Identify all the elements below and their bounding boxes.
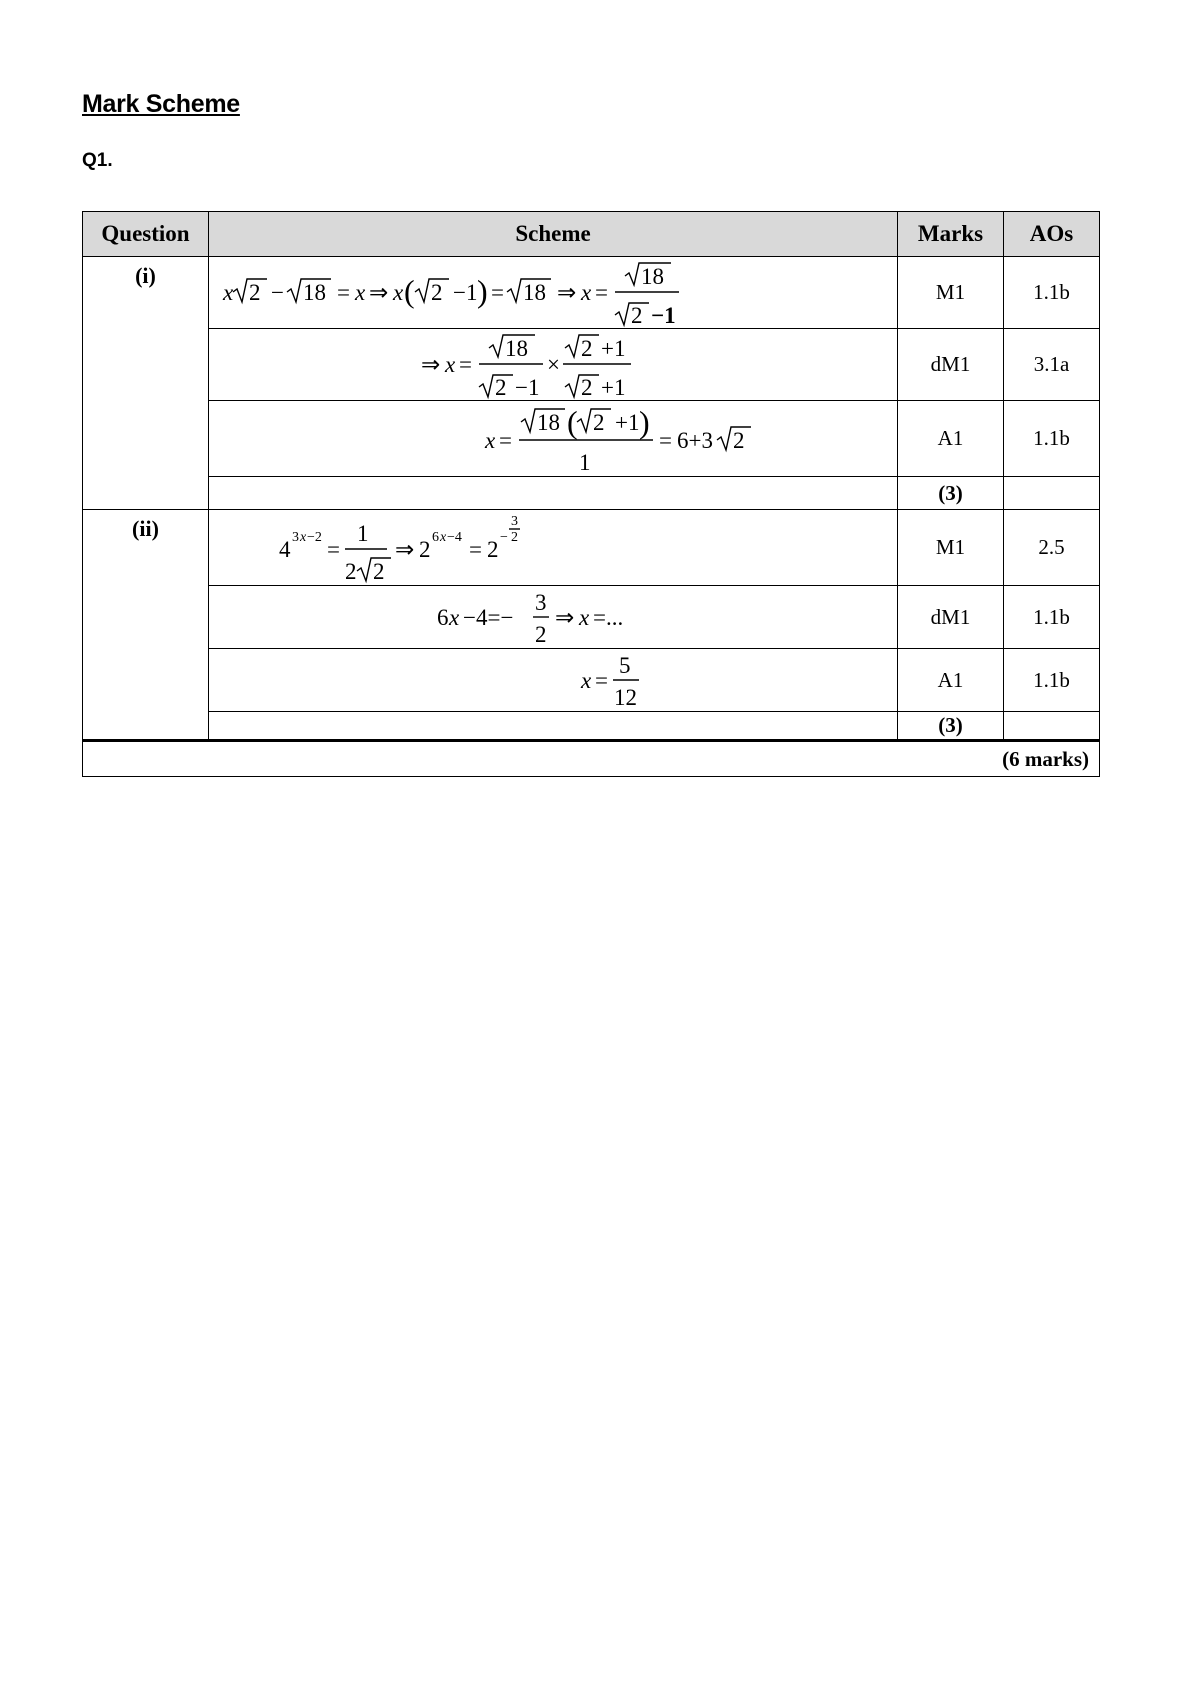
total-row: [83, 741, 1100, 777]
svg-text:2: 2: [631, 302, 643, 328]
scheme-ii-blank: [209, 712, 898, 741]
svg-text:5: 5: [619, 652, 631, 678]
svg-text:=: =: [595, 279, 608, 305]
mark-i-1: M1: [898, 257, 1004, 329]
svg-text:=: =: [327, 536, 340, 562]
svg-text:x: x: [355, 279, 366, 305]
svg-text:2: 2: [733, 427, 745, 453]
header-question: Question: [83, 212, 209, 257]
ao-i-2: 3.1a: [1004, 329, 1100, 401]
svg-text:=: =: [337, 279, 350, 305]
ao-i-1: 1.1b: [1004, 257, 1100, 329]
svg-text:−4: −4: [447, 529, 462, 545]
part-i-label: (i): [83, 257, 209, 510]
svg-text:18: 18: [505, 335, 528, 361]
svg-text:⇒: ⇒: [557, 279, 577, 305]
svg-text:3: 3: [292, 529, 299, 545]
svg-text:18: 18: [537, 409, 560, 435]
scheme-i-step-1: [209, 257, 898, 329]
question-number: Q1.: [82, 150, 113, 171]
svg-text:−1: −1: [515, 374, 540, 400]
svg-text:2: 2: [373, 558, 385, 584]
svg-text:⇒: ⇒: [369, 279, 389, 305]
svg-text:2: 2: [431, 279, 443, 305]
svg-text:x: x: [300, 529, 307, 545]
ao-i-3: 1.1b: [1004, 401, 1100, 477]
svg-text:=...: =...: [593, 604, 624, 630]
svg-text:x: x: [449, 604, 460, 630]
scheme-i-step-2: [209, 329, 898, 401]
math-expression: [209, 330, 898, 400]
svg-text:⇒: ⇒: [421, 351, 441, 377]
scheme-ii-step-1: [209, 510, 898, 586]
svg-text:⇒: ⇒: [555, 604, 575, 630]
svg-text:2: 2: [487, 536, 499, 562]
svg-text:2: 2: [581, 374, 593, 400]
svg-text:×: ×: [547, 351, 560, 377]
table-row: [83, 401, 1100, 477]
svg-text:6: 6: [432, 529, 439, 545]
svg-text:=: =: [491, 279, 504, 305]
svg-text:2: 2: [511, 529, 518, 545]
ao-ii-1: 2.5: [1004, 510, 1100, 586]
svg-text:4: 4: [279, 536, 291, 562]
svg-text:2: 2: [345, 558, 357, 584]
header-aos: AOs: [1004, 212, 1100, 257]
svg-text:12: 12: [614, 684, 637, 710]
svg-text:x: x: [223, 279, 234, 305]
table-row: [83, 257, 1100, 329]
part-ii-label: (ii): [83, 510, 209, 741]
subtotal-ii: (3): [898, 712, 1004, 741]
table-row: [83, 649, 1100, 712]
svg-text:18: 18: [303, 279, 326, 305]
svg-text:1: 1: [357, 520, 369, 546]
svg-text:−2: −2: [307, 529, 322, 545]
ao-ii-3: 1.1b: [1004, 649, 1100, 712]
svg-text:−: −: [271, 279, 284, 305]
svg-text:=: =: [659, 427, 672, 453]
svg-text:3: 3: [535, 589, 547, 615]
table-row: [83, 477, 1100, 510]
scheme-i-blank: [209, 477, 898, 510]
svg-text:2: 2: [535, 621, 547, 647]
svg-text:+1: +1: [601, 335, 626, 361]
table-row: [83, 712, 1100, 741]
header-row: [83, 212, 1100, 257]
math-expression: [209, 402, 898, 476]
svg-text:x: x: [581, 667, 592, 693]
svg-text:−4=−: −4=−: [463, 604, 514, 630]
svg-text:−1: −1: [651, 302, 676, 328]
svg-text:=: =: [469, 536, 482, 562]
scheme-i-step-3: [209, 401, 898, 477]
svg-text:−1: −1: [453, 279, 478, 305]
subtotal-i: (3): [898, 477, 1004, 510]
ao-ii-blank: [1004, 712, 1100, 741]
svg-text:2: 2: [495, 374, 507, 400]
svg-text:6+3: 6+3: [677, 427, 713, 453]
mark-scheme-table: [82, 211, 1100, 777]
table-row: [83, 329, 1100, 401]
svg-text:): ): [477, 272, 488, 309]
svg-text:(: (: [404, 272, 415, 309]
svg-text:+1: +1: [615, 409, 640, 435]
svg-text:=: =: [499, 427, 512, 453]
svg-text:x: x: [485, 427, 496, 453]
svg-text:⇒: ⇒: [395, 536, 415, 562]
scheme-ii-step-2: [209, 586, 898, 649]
total-marks: (6 marks): [83, 741, 1100, 777]
svg-text:(: (: [567, 403, 578, 440]
svg-text:18: 18: [523, 279, 546, 305]
svg-text:2: 2: [581, 335, 593, 361]
svg-text:6: 6: [437, 604, 449, 630]
ao-i-blank: [1004, 477, 1100, 510]
table-row: [83, 586, 1100, 649]
svg-text:x: x: [445, 351, 456, 377]
mark-ii-2: dM1: [898, 586, 1004, 649]
svg-text:=: =: [459, 351, 472, 377]
math-expression: [209, 650, 898, 711]
svg-text:−: −: [500, 529, 508, 545]
header-marks: Marks: [898, 212, 1004, 257]
svg-text:1: 1: [579, 449, 591, 475]
svg-text:): ): [639, 403, 650, 440]
svg-text:2: 2: [593, 409, 605, 435]
page-title: Mark Scheme: [82, 90, 240, 118]
svg-text:x: x: [393, 279, 404, 305]
mark-ii-3: A1: [898, 649, 1004, 712]
mark-i-3: A1: [898, 401, 1004, 477]
table-row: [83, 510, 1100, 586]
svg-text:3: 3: [511, 513, 518, 529]
mark-i-2: dM1: [898, 329, 1004, 401]
scheme-ii-step-3: [209, 649, 898, 712]
mark-ii-1: M1: [898, 510, 1004, 586]
math-expression: [209, 258, 898, 328]
math-expression: [209, 587, 898, 648]
svg-text:x: x: [579, 604, 590, 630]
header-scheme: Scheme: [209, 212, 898, 257]
svg-text:x: x: [581, 279, 592, 305]
svg-text:2: 2: [249, 279, 261, 305]
ao-ii-2: 1.1b: [1004, 586, 1100, 649]
svg-text:=: =: [595, 667, 608, 693]
svg-text:18: 18: [641, 263, 664, 289]
svg-text:2: 2: [419, 536, 431, 562]
svg-text:x: x: [440, 529, 447, 545]
svg-text:+1: +1: [601, 374, 626, 400]
math-expression: [209, 511, 898, 585]
